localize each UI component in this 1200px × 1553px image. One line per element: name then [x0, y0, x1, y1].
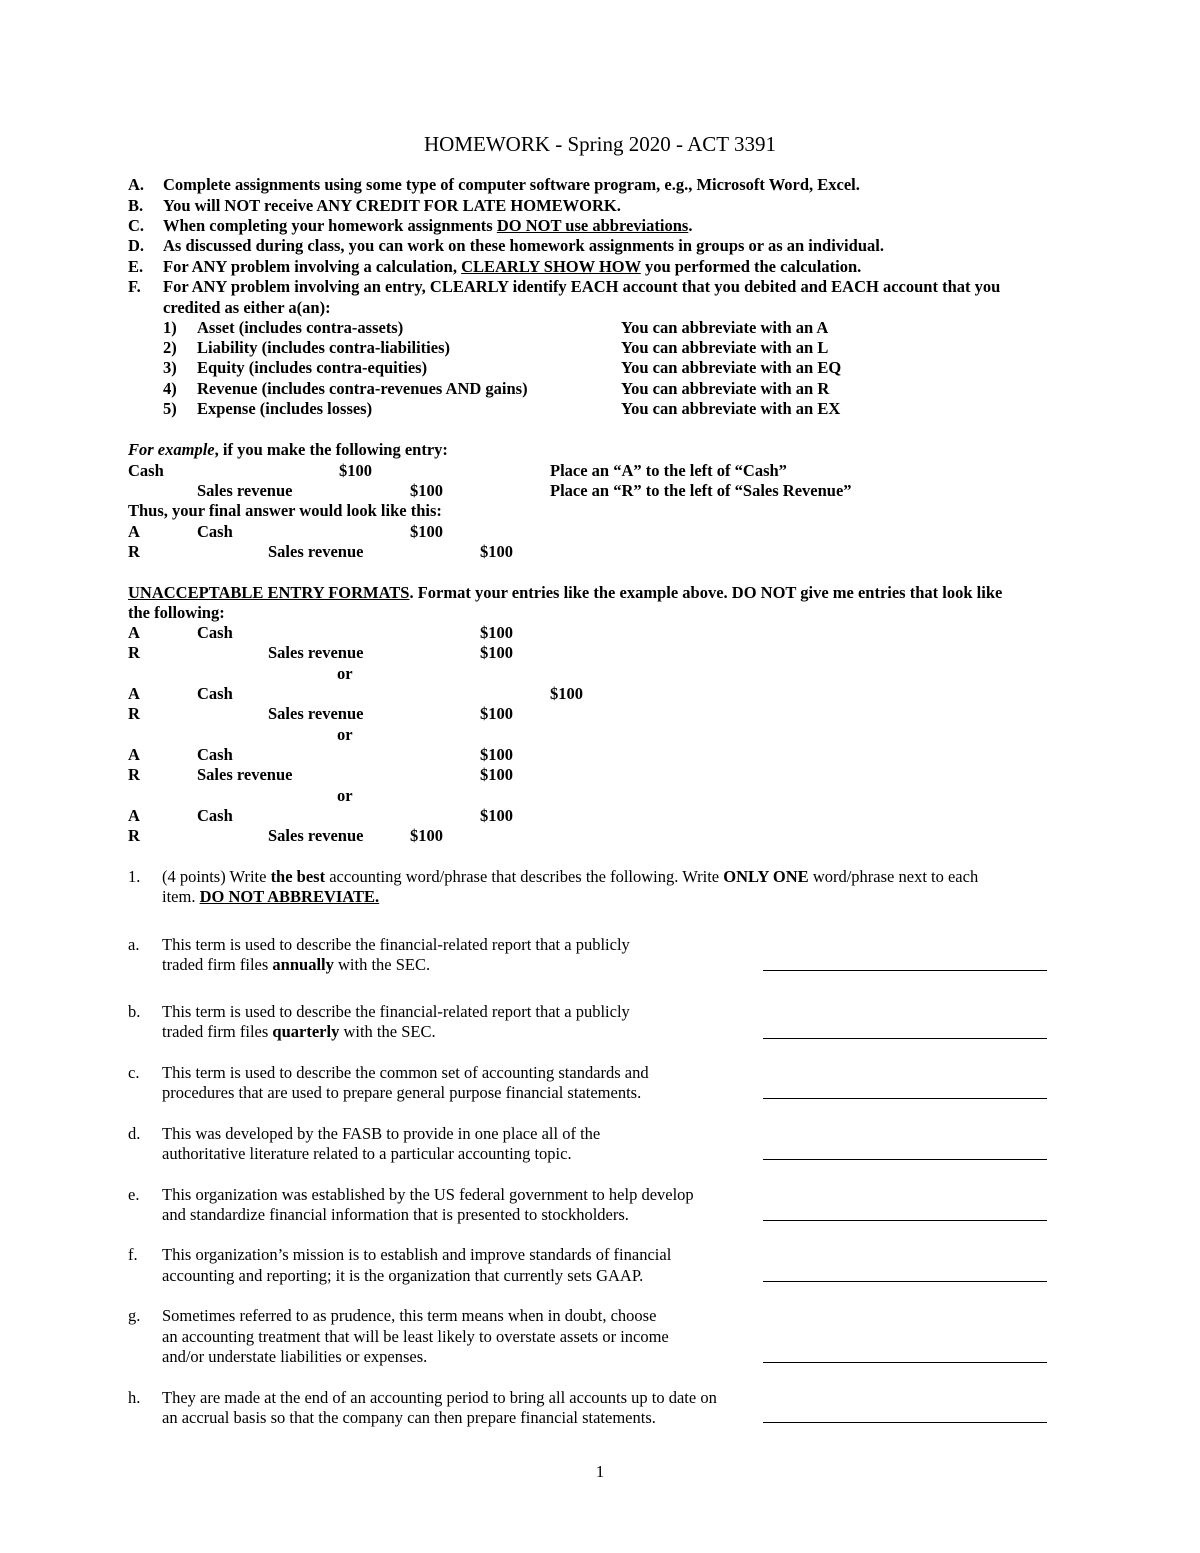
rule-text: When completing your homework assignments DO NOT use abbreviations. [163, 216, 693, 235]
entry-amount: $100 [480, 765, 513, 784]
item-text: authoritative literature related to a particular accounting topic. [162, 1144, 572, 1163]
entry-account: Cash [197, 684, 233, 703]
type-abbr: You can abbreviate with an EX [621, 399, 841, 418]
entry-type: A [128, 806, 140, 825]
entry-amount: $100 [480, 704, 513, 723]
rule-letter: B. [128, 196, 144, 215]
answer-blank[interactable] [763, 1422, 1047, 1423]
item-letter: e. [128, 1185, 140, 1204]
entry-type: A [128, 623, 140, 642]
item-text: This term is used to describe the financial-related report that a publicly [162, 1002, 630, 1021]
rule-text: For ANY problem involving an entry, CLEARLY identify EACH account that you debited and EACH account that you [163, 277, 1001, 296]
item-text: and standardize financial information that is presented to stockholders. [162, 1205, 629, 1224]
entry-account: Sales revenue [268, 643, 364, 662]
item-letter: b. [128, 1002, 141, 1021]
entry-amount: $100 [410, 481, 443, 500]
item-text: Sometimes referred to as prudence, this term means when in doubt, choose [162, 1306, 657, 1325]
rule-text: You will NOT receive ANY CREDIT FOR LATE HOMEWORK. [163, 196, 621, 215]
entry-amount: $100 [550, 684, 583, 703]
type-name: Equity (includes contra-equities) [197, 358, 428, 377]
entry-amount: $100 [480, 745, 513, 764]
item-text: and/or understate liabilities or expenses. [162, 1347, 428, 1366]
entry-account: Sales revenue [268, 542, 364, 561]
type-num: 4) [163, 379, 177, 398]
unacceptable-heading: UNACCEPTABLE ENTRY FORMATS. Format your entries like the example above. DO NOT give me entries that look like [128, 583, 1003, 602]
entry-amount: $100 [410, 826, 443, 845]
rule-letter: F. [128, 277, 141, 296]
item-letter: c. [128, 1063, 140, 1082]
entry-account: Cash [197, 522, 233, 541]
entry-account: Sales revenue [197, 481, 293, 500]
example-note: Place an “A” to the left of “Cash” [550, 461, 787, 480]
item-text: They are made at the end of an accounting period to bring all accounts up to date on [162, 1388, 717, 1407]
answer-blank[interactable] [763, 1159, 1047, 1160]
rule-text: As discussed during class, you can work on these homework assignments in groups or as an individual. [163, 236, 884, 255]
question-number: 1. [128, 867, 141, 886]
rule-text: For ANY problem involving a calculation, CLEARLY SHOW HOW you performed the calculation. [163, 257, 862, 276]
item-letter: h. [128, 1388, 141, 1407]
answer-blank[interactable] [763, 1220, 1047, 1221]
type-name: Liability (includes contra-liabilities) [197, 338, 451, 357]
entry-type: R [128, 826, 140, 845]
unacceptable-text: the following: [128, 603, 225, 622]
type-num: 5) [163, 399, 177, 418]
rule-text: credited as either a(an): [163, 298, 331, 317]
rule-text: Complete assignments using some type of computer software program, e.g., Microsoft Word, Excel. [163, 175, 860, 194]
answer-blank[interactable] [763, 1281, 1047, 1282]
type-name: Expense (includes losses) [197, 399, 373, 418]
entry-type: R [128, 643, 140, 662]
type-name: Asset (includes contra-assets) [197, 318, 404, 337]
or-separator: or [337, 725, 353, 744]
item-letter: g. [128, 1306, 141, 1325]
type-abbr: You can abbreviate with an EQ [621, 358, 842, 377]
entry-account: Cash [197, 745, 233, 764]
entry-type: A [128, 684, 140, 703]
or-separator: or [337, 664, 353, 683]
entry-amount: $100 [339, 461, 372, 480]
page-title: HOMEWORK - Spring 2020 - ACT 3391 [424, 132, 776, 156]
rule-letter: E. [128, 257, 144, 276]
entry-account: Sales revenue [268, 826, 364, 845]
item-text: traded firm files quarterly with the SEC. [162, 1022, 436, 1041]
entry-account: Cash [197, 806, 233, 825]
entry-type: R [128, 542, 140, 561]
entry-type: R [128, 765, 140, 784]
type-abbr: You can abbreviate with an L [621, 338, 829, 357]
entry-amount: $100 [480, 806, 513, 825]
entry-amount: $100 [480, 623, 513, 642]
type-num: 1) [163, 318, 177, 337]
type-abbr: You can abbreviate with an R [621, 379, 830, 398]
item-text: an accrual basis so that the company can then prepare financial statements. [162, 1408, 656, 1427]
entry-type: R [128, 704, 140, 723]
or-separator: or [337, 786, 353, 805]
entry-amount: $100 [410, 522, 443, 541]
entry-account: Sales revenue [268, 704, 364, 723]
item-text: an accounting treatment that will be least likely to overstate assets or income [162, 1327, 669, 1346]
item-letter: d. [128, 1124, 141, 1143]
item-text: procedures that are used to prepare general purpose financial statements. [162, 1083, 642, 1102]
item-text: This term is used to describe the financial-related report that a publicly [162, 935, 630, 954]
entry-type: A [128, 745, 140, 764]
item-text: This organization’s mission is to establish and improve standards of financial [162, 1245, 672, 1264]
answer-blank[interactable] [763, 1362, 1047, 1363]
type-name: Revenue (includes contra-revenues AND gains) [197, 379, 528, 398]
entry-account: Sales revenue [197, 765, 293, 784]
entry-type: A [128, 522, 140, 541]
example-thus: Thus, your final answer would look like this: [128, 501, 442, 520]
entry-account: Cash [128, 461, 164, 480]
page-number: 1 [595, 1462, 605, 1481]
item-letter: a. [128, 935, 140, 954]
item-text: This was developed by the FASB to provide in one place all of the [162, 1124, 601, 1143]
rule-letter: A. [128, 175, 145, 194]
item-text: This term is used to describe the common set of accounting standards and [162, 1063, 649, 1082]
rule-letter: D. [128, 236, 145, 255]
answer-blank[interactable] [763, 1038, 1047, 1039]
question-text: item. DO NOT ABBREVIATE. [162, 887, 380, 906]
answer-blank[interactable] [763, 970, 1047, 971]
item-text: accounting and reporting; it is the organization that currently sets GAAP. [162, 1266, 644, 1285]
rule-letter: C. [128, 216, 145, 235]
question-text: (4 points) Write the best accounting word/phrase that describes the following. Write ONLY ONE word/phrase next to each [162, 867, 979, 886]
type-abbr: You can abbreviate with an A [621, 318, 829, 337]
entry-amount: $100 [480, 643, 513, 662]
type-num: 2) [163, 338, 177, 357]
answer-blank[interactable] [763, 1098, 1047, 1099]
item-letter: f. [128, 1245, 138, 1264]
example-intro: For example, if you make the following entry: [128, 440, 448, 459]
entry-amount: $100 [480, 542, 513, 561]
item-text: This organization was established by the US federal government to help develop [162, 1185, 694, 1204]
item-text: traded firm files annually with the SEC. [162, 955, 431, 974]
entry-account: Cash [197, 623, 233, 642]
type-num: 3) [163, 358, 177, 377]
example-note: Place an “R” to the left of “Sales Revenue” [550, 481, 852, 500]
